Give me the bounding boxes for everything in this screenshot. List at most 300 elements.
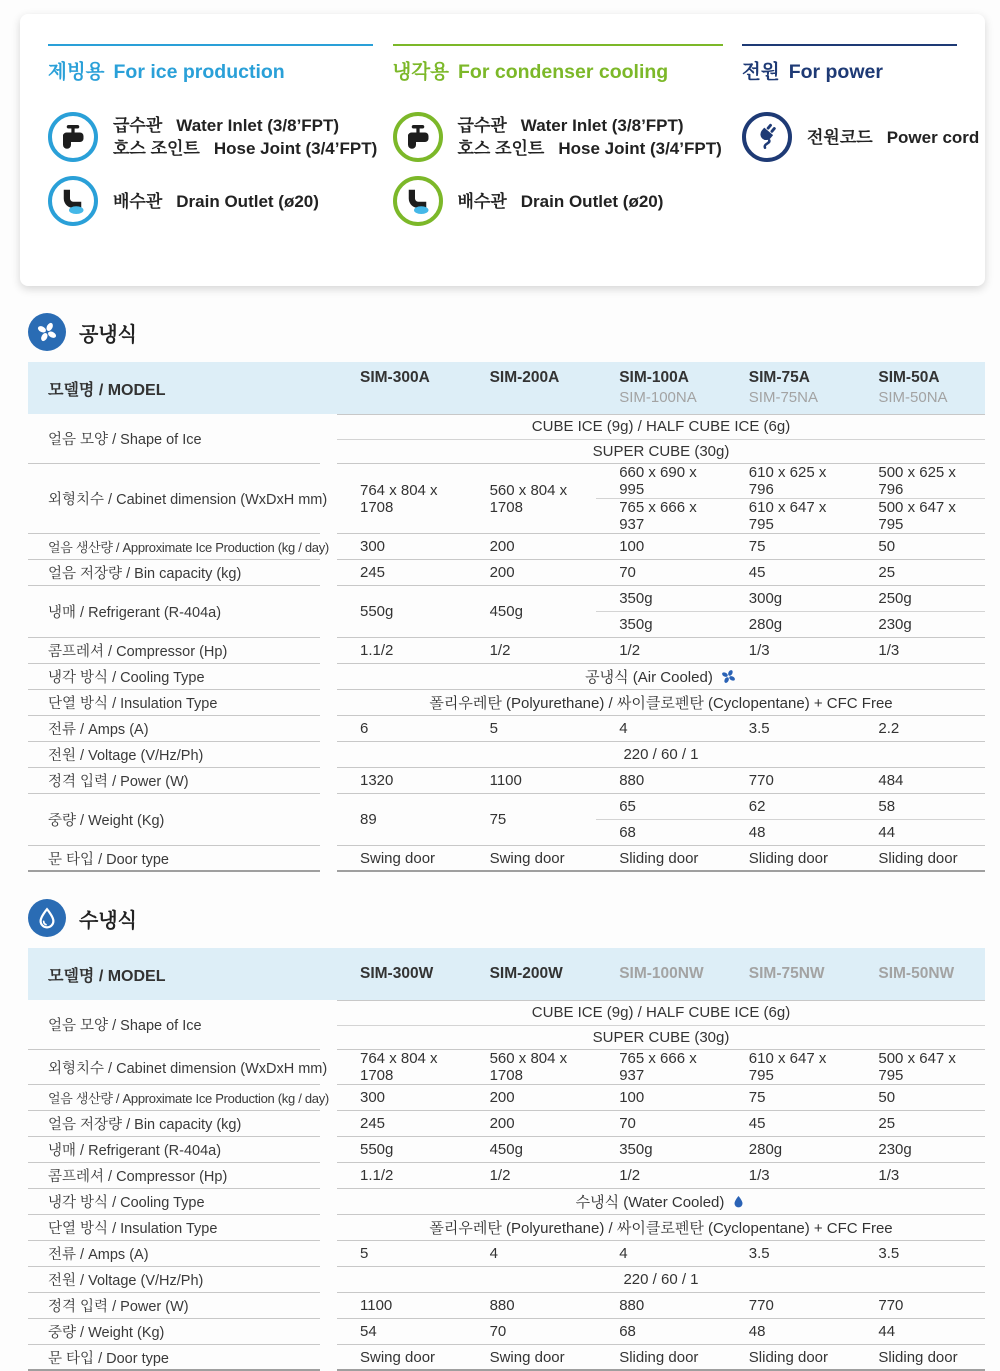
spec-row — [28, 1137, 985, 1163]
legend-item — [742, 112, 980, 162]
spec-cell — [726, 846, 856, 870]
spec-row-label: 정격 입력 / Power (W) — [28, 1293, 320, 1319]
spec-cell — [596, 1345, 726, 1369]
spec-value: 300 — [360, 538, 386, 555]
spec-cell — [726, 1293, 856, 1318]
spec-row-values — [337, 1163, 985, 1189]
spec-cell — [337, 586, 467, 637]
spec-cell — [337, 768, 467, 793]
legend-label-ko: 급수관 — [113, 116, 163, 135]
spec-value: 880 — [619, 1297, 645, 1314]
spec-value: 4 — [619, 1245, 628, 1262]
spec-cell — [337, 1163, 467, 1188]
spec-cell — [467, 1111, 597, 1136]
spec-row — [28, 690, 985, 716]
spec-cell — [726, 1345, 856, 1369]
spec-cell — [596, 638, 726, 663]
spec-value: 25 — [878, 1115, 896, 1132]
spec-span-value: SUPER CUBE (30g) — [592, 442, 730, 460]
model-name-cell — [855, 368, 985, 408]
spec-value: 765 x 666 x 937 — [619, 1050, 697, 1084]
spec-value: 1/2 — [489, 1167, 511, 1184]
spec-row — [28, 846, 985, 872]
drain-icon — [48, 176, 98, 226]
spec-row-label: 냉각 방식 / Cooling Type — [28, 1189, 320, 1215]
spec-cell — [855, 1319, 985, 1344]
model-name-cell — [596, 964, 726, 984]
spec-value: 1.1/2 — [360, 642, 394, 659]
spec-value-text: 220 / 60 / 1 — [623, 746, 699, 763]
spec-value-text: 수냉식 (Water Cooled) — [575, 1194, 725, 1211]
spec-row-values — [337, 690, 985, 716]
spec-cell — [596, 1111, 726, 1136]
model-name-cell — [855, 964, 985, 984]
spec-value: 70 — [619, 1115, 636, 1132]
spec-cell — [467, 846, 597, 870]
spec-cell — [337, 716, 467, 741]
spec-row-values — [337, 1319, 985, 1345]
spec-span-value: SUPER CUBE (30g) — [592, 1028, 730, 1046]
model-name: SIM-100A — [619, 369, 689, 387]
spec-cell — [337, 1293, 467, 1318]
model-name: SIM-300W — [360, 964, 434, 982]
table-header-row — [28, 948, 985, 1000]
legend-title-en: For ice production — [113, 61, 285, 83]
model-column-label: 모델명 / MODEL — [48, 967, 166, 985]
spec-value: 70 — [489, 1323, 507, 1340]
spec-value: 1320 — [360, 772, 394, 789]
model-name: SIM-50NW — [878, 964, 955, 982]
spec-row-values — [337, 794, 985, 846]
spec-value: 1/2 — [619, 642, 641, 659]
spec-row-values — [337, 1345, 985, 1371]
spec-cell — [337, 560, 467, 585]
spec-cell — [726, 586, 856, 637]
spec-cell — [467, 1345, 597, 1369]
spec-row — [28, 716, 985, 742]
spec-value: 75 — [748, 538, 766, 555]
spec-value: 68 — [619, 1323, 636, 1340]
spec-cell — [467, 768, 597, 793]
spec-row — [28, 794, 985, 846]
legend-label-ko: 전원코드 — [807, 127, 873, 147]
spec-value-sub: 48 — [748, 824, 766, 841]
spec-row — [28, 1267, 985, 1293]
legend-label-en: Drain Outlet (ø20) — [520, 191, 664, 211]
spec-value: 54 — [360, 1323, 377, 1340]
legend-items — [742, 112, 980, 162]
spec-cell — [726, 768, 856, 793]
spec-value: Sliding door — [619, 1348, 699, 1366]
spec-value: 2.2 — [878, 720, 900, 737]
legend-label-ko: 배수관 — [113, 191, 163, 211]
legend-column — [742, 44, 980, 226]
spec-cell — [726, 794, 856, 845]
legend-items — [393, 112, 723, 226]
section-title: 공냉식 — [79, 323, 137, 346]
spec-value: Sliding door — [878, 849, 958, 867]
spec-value: Sliding door — [748, 849, 828, 867]
legend-column — [48, 44, 378, 226]
spec-value: 450g — [489, 603, 523, 620]
spec-row-label: 외형치수 / Cabinet dimension (WxDxH mm) — [28, 1050, 320, 1085]
legend-title — [393, 44, 723, 84]
spec-row-label: 얼음 모양 / Shape of Ice — [28, 1000, 320, 1050]
spec-cell — [596, 1085, 726, 1110]
spec-value-sub: 350g — [619, 616, 653, 633]
spec-row — [28, 1319, 985, 1345]
spec-value: 245 — [360, 1115, 386, 1132]
spec-value: 230g — [878, 1141, 912, 1158]
spec-cell — [467, 638, 597, 663]
spec-row-label: 냉매 / Refrigerant (R-404a) — [28, 1137, 320, 1163]
spec-row-values — [337, 1000, 985, 1050]
legend-item-text — [113, 190, 319, 213]
spec-value: 550g — [360, 603, 394, 620]
spec-value: 44 — [878, 1323, 896, 1340]
spec-value: 770 — [748, 1297, 774, 1314]
fan-icon — [28, 313, 66, 351]
spec-row-values — [337, 1137, 985, 1163]
spec-cell — [726, 1085, 856, 1110]
spec-value: 484 — [878, 772, 904, 789]
spec-value: 1/3 — [878, 1167, 900, 1184]
spec-value-text: 폴리우레탄 (Polyurethane) / 싸이클로펜탄 (Cyclopentane) + CFC Free — [429, 695, 893, 712]
spec-row-values — [337, 560, 985, 586]
spec-row-label: 콤프레셔 / Compressor (Hp) — [28, 638, 320, 664]
spec-row — [28, 664, 985, 690]
spec-value: 200 — [489, 1115, 515, 1132]
spec-cell — [337, 1241, 467, 1266]
spec-cell — [467, 794, 597, 845]
spec-row-label: 얼음 저장량 / Bin capacity (kg) — [28, 1111, 320, 1137]
drain-icon — [393, 176, 443, 226]
spec-row-label: 얼음 생산량 / Approximate Ice Production (kg / day) — [28, 534, 320, 560]
spec-cell — [337, 534, 467, 559]
table-header-row — [28, 362, 985, 414]
spec-span-value — [337, 1189, 985, 1214]
spec-value: Sliding door — [619, 849, 699, 867]
spec-cell — [596, 586, 726, 637]
spec-row-values — [337, 534, 985, 560]
section-title: 수냉식 — [79, 909, 137, 932]
legend-item — [393, 112, 723, 162]
spec-value: 62 — [726, 794, 856, 820]
spec-cell — [855, 464, 985, 533]
legend-title — [48, 44, 373, 84]
spec-value: 280g — [748, 1141, 783, 1158]
spec-cell — [855, 1085, 985, 1110]
model-name: SIM-75NW — [748, 964, 825, 982]
model-name-cell — [337, 964, 467, 984]
legend-item-line — [113, 137, 377, 160]
spec-row — [28, 1050, 985, 1085]
spec-value: 1/3 — [748, 1167, 770, 1184]
spec-cell — [855, 1345, 985, 1369]
spec-cell — [855, 1111, 985, 1136]
spec-value: Swing door — [360, 849, 436, 867]
model-name-cell — [337, 368, 467, 408]
spec-row-values — [337, 414, 985, 464]
spec-value: 45 — [748, 564, 766, 581]
spec-row — [28, 414, 985, 464]
legend-column — [393, 44, 723, 226]
spec-row-label: 외형치수 / Cabinet dimension (WxDxH mm) — [28, 464, 320, 534]
spec-cell — [337, 1085, 467, 1110]
spec-value-text: 공냉식 (Air Cooled) — [585, 669, 713, 686]
legend-item-text — [458, 114, 722, 160]
spec-cell — [596, 1163, 726, 1188]
spec-value: 1/3 — [748, 642, 770, 659]
spec-cell — [855, 638, 985, 663]
spec-row-label: 전류 / Amps (A) — [28, 716, 320, 742]
spec-value: 75 — [748, 1089, 766, 1106]
spec-row-label: 단열 방식 / Insulation Type — [28, 1215, 320, 1241]
spec-cell — [855, 1241, 985, 1266]
spec-row — [28, 638, 985, 664]
spec-row-values — [337, 638, 985, 664]
spec-row-values — [337, 1267, 985, 1293]
fan-icon — [720, 668, 737, 685]
spec-cell — [467, 716, 597, 741]
spec-value: 770 — [878, 1297, 904, 1314]
spec-cell — [596, 464, 726, 533]
spec-cell — [337, 1319, 467, 1344]
legend-items — [48, 112, 378, 226]
spec-row — [28, 464, 985, 534]
spec-value: 560 x 804 x 1708 — [489, 481, 568, 516]
legend-item-line — [458, 190, 664, 213]
spec-cell — [467, 464, 597, 533]
spec-row — [28, 1293, 985, 1319]
spec-value-sub: 765 x 666 x 937 — [619, 499, 697, 533]
spec-value: 4 — [489, 1245, 498, 1262]
spec-cell — [855, 560, 985, 585]
spec-value: 500 x 647 x 795 — [878, 1050, 956, 1084]
spec-row-values — [337, 1111, 985, 1137]
spec-value-sub: 44 — [878, 824, 896, 841]
spec-cell — [596, 794, 726, 845]
legend-row — [48, 44, 980, 226]
spec-row — [28, 1000, 985, 1050]
spec-row-label: 전류 / Amps (A) — [28, 1241, 320, 1267]
spec-value: 45 — [748, 1115, 766, 1132]
spec-cell — [467, 1241, 597, 1266]
spec-cell — [596, 534, 726, 559]
legend-title-ko: 전원 — [742, 61, 780, 83]
spec-row — [28, 1215, 985, 1241]
legend-label-ko: 배수관 — [457, 191, 507, 211]
water-drop-icon — [28, 899, 66, 937]
spec-cell — [467, 534, 597, 559]
spec-span-value — [337, 1267, 985, 1292]
spec-row-label: 중량 / Weight (Kg) — [28, 794, 320, 846]
legend-title — [742, 44, 957, 84]
model-name: SIM-100NW — [619, 964, 704, 982]
spec-row-values — [337, 1215, 985, 1241]
spec-row — [28, 1085, 985, 1111]
faucet-icon — [48, 112, 98, 162]
spec-cell — [337, 1137, 467, 1162]
spec-cell — [726, 1163, 856, 1188]
spec-value: 660 x 690 x 995 — [596, 464, 726, 499]
faucet-icon — [393, 112, 443, 162]
spec-cell — [337, 464, 467, 533]
water-drop-icon — [731, 1194, 746, 1209]
spec-value: 764 x 804 x 1708 — [360, 481, 438, 516]
spec-value: 200 — [489, 564, 515, 581]
spec-row-values — [337, 464, 985, 534]
spec-cell — [337, 1050, 467, 1084]
legend-label-ko: 호스 조인트 — [457, 139, 545, 158]
spec-value: 6 — [360, 720, 369, 737]
spec-cell — [596, 1293, 726, 1318]
legend-item-line — [458, 137, 722, 160]
spec-value-sub: 68 — [619, 824, 636, 841]
legend-label-en: Hose Joint (3/4’FPT) — [558, 139, 722, 158]
spec-cell — [855, 768, 985, 793]
model-columns — [337, 368, 985, 408]
spec-cell — [467, 1050, 597, 1084]
spec-row — [28, 534, 985, 560]
spec-cell — [726, 716, 856, 741]
legend-card — [20, 14, 985, 286]
spec-value: 350g — [596, 586, 726, 612]
model-name-sub: SIM-75NA — [748, 389, 818, 407]
spec-value: 880 — [489, 1297, 515, 1314]
spec-row-values — [337, 1189, 985, 1215]
model-name-sub: SIM-50NA — [878, 389, 948, 407]
spec-span-value — [337, 1215, 985, 1240]
spec-row — [28, 1345, 985, 1371]
legend-item — [48, 176, 373, 226]
spec-value-sub: 280g — [748, 616, 783, 633]
spec-value: 300 — [360, 1089, 386, 1106]
spec-value: 3.5 — [748, 1245, 770, 1262]
legend-label-en: Power cord — [886, 127, 980, 147]
spec-cell — [596, 1241, 726, 1266]
spec-value: 350g — [619, 1141, 653, 1158]
model-name: SIM-75A — [748, 369, 810, 387]
legend-item — [393, 176, 723, 226]
spec-cell — [337, 1345, 467, 1369]
model-name-sub: SIM-100NA — [619, 389, 697, 407]
spec-cell — [726, 534, 856, 559]
spec-row-label: 중량 / Weight (Kg) — [28, 1319, 320, 1345]
legend-item-text — [458, 190, 664, 213]
spec-value: Swing door — [489, 1348, 565, 1366]
spec-row — [28, 1189, 985, 1215]
spec-cell — [467, 1163, 597, 1188]
spec-value: 245 — [360, 564, 386, 581]
spec-cell — [855, 1293, 985, 1318]
legend-item-line — [113, 190, 319, 213]
spec-row-label: 정격 입력 / Power (W) — [28, 768, 320, 794]
spec-value: 500 x 625 x 796 — [855, 464, 985, 499]
spec-value: 1/2 — [489, 642, 511, 659]
spec-value: 880 — [619, 772, 645, 789]
spec-value: 70 — [619, 564, 636, 581]
legend-label-ko: 호스 조인트 — [113, 139, 200, 158]
spec-row — [28, 1241, 985, 1267]
spec-row — [28, 586, 985, 638]
spec-row-label: 단열 방식 / Insulation Type — [28, 690, 320, 716]
spec-cell — [726, 1050, 856, 1084]
spec-value: 4 — [619, 720, 628, 737]
legend-item-line — [807, 126, 979, 149]
model-name-cell — [726, 964, 856, 984]
spec-value: 1/3 — [878, 642, 900, 659]
spec-span-value: CUBE ICE (9g) / HALF CUBE ICE (6g) — [337, 1001, 985, 1026]
spec-cell — [596, 716, 726, 741]
spec-span-value: CUBE ICE (9g) / HALF CUBE ICE (6g) — [337, 415, 985, 440]
spec-cell — [855, 1137, 985, 1162]
spec-table — [28, 948, 985, 1371]
model-columns — [337, 964, 985, 984]
spec-cell — [596, 846, 726, 870]
spec-row-values — [337, 1241, 985, 1267]
spec-row-label: 얼음 저장량 / Bin capacity (kg) — [28, 560, 320, 586]
spec-cell — [467, 560, 597, 585]
spec-row-label: 문 타입 / Door type — [28, 1345, 320, 1371]
spec-cell — [726, 1241, 856, 1266]
spec-row-label: 얼음 모양 / Shape of Ice — [28, 414, 320, 464]
spec-cell — [596, 1319, 726, 1344]
legend-title-en: For power — [788, 61, 883, 83]
water-cooled-spec-table — [0, 948, 1000, 1371]
plug-icon — [742, 112, 792, 162]
spec-row — [28, 1111, 985, 1137]
spec-cell — [467, 586, 597, 637]
spec-value-sub: 230g — [878, 616, 912, 633]
section-header — [28, 313, 1000, 351]
spec-cell — [596, 768, 726, 793]
spec-row — [28, 560, 985, 586]
legend-title-ko: 제빙용 — [48, 61, 105, 83]
spec-row-values — [337, 664, 985, 690]
spec-cell — [855, 794, 985, 845]
spec-cell — [596, 560, 726, 585]
spec-cell — [337, 794, 467, 845]
spec-row-values — [337, 846, 985, 872]
spec-value: 250g — [855, 586, 985, 612]
legend-item-text — [807, 126, 979, 149]
spec-value: 58 — [855, 794, 985, 820]
spec-cell — [855, 534, 985, 559]
spec-value: 89 — [360, 811, 377, 828]
spec-value: Swing door — [360, 1348, 436, 1366]
legend-label-ko: 급수관 — [457, 116, 507, 135]
legend-label-en: Hose Joint (3/4’FPT) — [213, 139, 378, 158]
spec-cell — [337, 1111, 467, 1136]
spec-value: 100 — [619, 1089, 645, 1106]
spec-value: Sliding door — [878, 1348, 958, 1366]
spec-row-values — [337, 586, 985, 638]
legend-item-text — [113, 114, 377, 160]
spec-table — [28, 362, 985, 872]
legend-item — [48, 112, 378, 162]
spec-row — [28, 768, 985, 794]
spec-value: 25 — [878, 564, 896, 581]
model-name: SIM-50A — [878, 369, 940, 387]
spec-row — [28, 1163, 985, 1189]
spec-value: Sliding door — [748, 1348, 828, 1366]
spec-cell — [467, 1319, 597, 1344]
spec-cell — [467, 1085, 597, 1110]
spec-value: 1/2 — [619, 1167, 641, 1184]
spec-row-values — [337, 1050, 985, 1085]
legend-title-ko: 냉각용 — [392, 61, 450, 83]
